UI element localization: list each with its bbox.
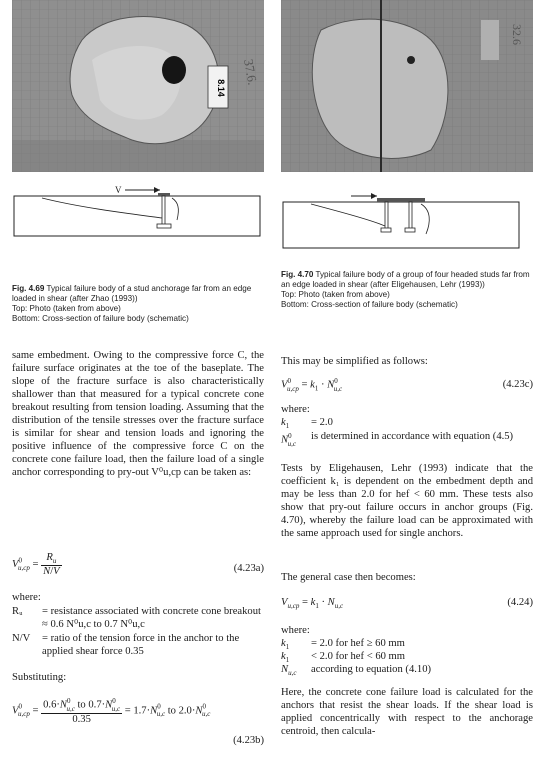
where-label-1: where: <box>12 592 41 603</box>
where-text-k1a: = 2.0 for hef ≥ 60 mm <box>311 638 405 649</box>
where-symbol-k1: $k_1$ <box>281 417 290 431</box>
simplified-label: This may be simplified as follows: <box>281 356 428 367</box>
where-symbol-nuc: $N_{u,c}$ <box>281 664 297 678</box>
fig-4-69-bottom: Bottom: Cross-section of failure body (schematic) <box>12 314 189 323</box>
where-symbol-ru: Rᵤ <box>12 606 23 617</box>
failure-photo-single <box>12 0 264 172</box>
section-schematic-single <box>12 182 264 238</box>
right-paragraph-end: Here, the concrete cone failure load is calculated for the anchors that resist the shear loads. If the shear load is applied concentrically with respect to the anchorage centroid, then calcula- <box>281 687 533 737</box>
equation-4-23b-number: (4.23b) <box>233 735 264 746</box>
equation-4-24: $V_{u,cp} = k_1 \cdot N_{u,c}$ <box>281 597 344 611</box>
section-schematic-group <box>281 186 533 250</box>
left-paragraph: same embedment. Owing to the compressive force C, the failure surface originates at the toe of the baseplate. The slope of the fracture surface is also characteristically shallower than that measured for a typical concrete cone breakout resulting from tension loading. Assuming that the distribution of the tensile stresses over the fracture surface is similar for shear and tension loads and ignoring the positive influence of the compressive force C on the concrete cone failure load, then the failure load of a single anchor corresponding to pry-out V⁰u,cp can be taken as: <box>12 350 264 478</box>
where-text-ru: = resistance associated with concrete cone breakout ≈ 0.6 N⁰u,c to 0.7 N⁰u,c <box>42 606 261 630</box>
where-text-n0: is determined in accordance with equation (4.5) <box>311 431 514 442</box>
equation-4-23a: $V^0_{u,cp}$ = $\frac{R_u}{N/V}$ <box>12 552 60 578</box>
where-label-2: where: <box>281 404 310 415</box>
fig-4-69-caption <box>12 284 264 324</box>
where-symbol-k1b: $k_1$ <box>281 651 290 665</box>
fig-4-70-top: Top: Photo (taken from above) <box>281 290 390 299</box>
svg-text:37.6.: 37.6. <box>241 57 261 87</box>
right-paragraph-tests: Tests by Eligehausen, Lehr (1993) indicate that the coefficient k₁ is dependent on the embedment depth and may be less than 2.0 for hef < 60 mm. These tests also show that pry-out failure occurs in anchor groups (Fig. 4.70), whereby the failure load can be approximated with the same approach used for single anchors. <box>281 463 533 539</box>
where-text-nv: = ratio of the tension force in the anchor to the applied shear force 0.35 <box>42 633 240 657</box>
fig-4-69-text: Typical failure body of a stud anchorage far from an edge loaded in shear (after Zhao (1993)) <box>12 284 252 303</box>
where-symbol-nv: N/V <box>12 633 31 644</box>
svg-text:32.6: 32.6 <box>510 24 524 45</box>
where-text-k1b: < 2.0 for hef < 60 mm <box>311 651 406 662</box>
general-label: The general case then becomes: <box>281 572 416 583</box>
section-load-label: V <box>115 185 122 195</box>
fig-4-69-top: Top: Photo (taken from above) <box>12 304 121 313</box>
photo-label: 8.14 <box>216 79 226 97</box>
fig-4-70-text: Typical failure body of a group of four headed studs far from an edge loaded in shear (after Eligehausen, Lehr (1993)) <box>281 270 530 289</box>
equation-4-23c-number: (4.23c) <box>502 379 533 390</box>
where-symbol-k1a: $k_1$ <box>281 638 290 652</box>
where-symbol-n0: $N^0_{u,c}$ <box>281 432 296 448</box>
fig-4-70-caption <box>281 270 533 310</box>
substituting-label: Substituting: <box>12 672 67 683</box>
where-text-k1: = 2.0 <box>311 417 333 428</box>
equation-4-23b: $V^0_{u,cp}$ = $\frac{0.6\cdot N^0_{u,c} to 0.7\cdot N^0_{u,c}}{0.35}$ = $1.7\cdot N^0_{u,c}$ to $2.0\cdot N^0_{u,c}$ <box>12 697 211 725</box>
where-label-3: where: <box>281 625 310 636</box>
failure-photo-group <box>281 0 533 172</box>
fig-4-70-number: Fig. 4.70 <box>281 270 314 279</box>
equation-4-23a-number: (4.23a) <box>233 563 264 574</box>
where-text-nuc: according to equation (4.10) <box>311 664 432 675</box>
equation-4-23c: $V^0_{u,cp} = k_1 \cdot N^0_{u,c}$ <box>281 377 343 393</box>
equation-4-24-number: (4.24) <box>507 597 533 608</box>
fig-4-70-bottom: Bottom: Cross-section of failure body (schematic) <box>281 300 458 309</box>
fig-4-69-number: Fig. 4.69 <box>12 284 45 293</box>
